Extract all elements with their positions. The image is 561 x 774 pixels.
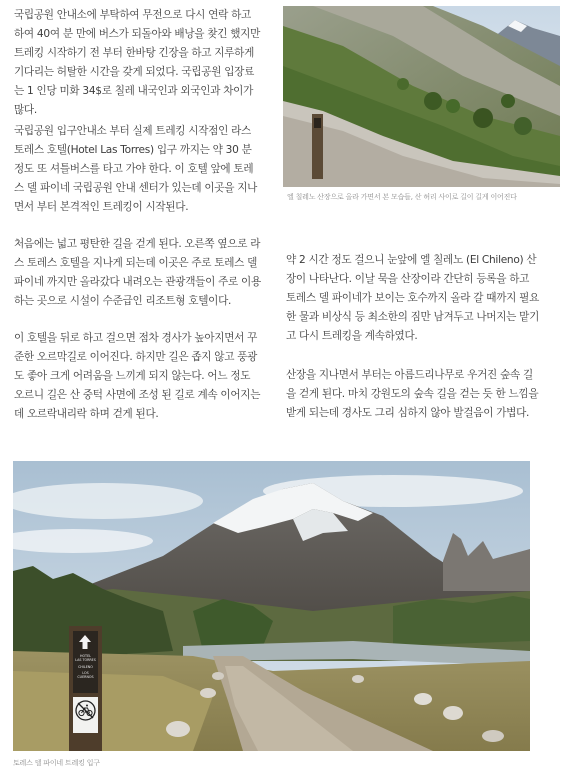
paragraph: 국립공원 입구안내소 부터 실제 트레킹 시작점인 라스 토레스 호텔(Hotel Las Torres) 입구 까지는 약 30 분 정도 또 셔틀버스를 타고 가야 한다. 이 호텔 앞에 토레스 델 파이네 국립공원 안내 센터가 있는데 이곳을 지나면서 부터 본격적인 트레킹이 시작된다. <box>14 125 258 213</box>
paragraph: 처음에는 넓고 평탄한 길을 걷게 된다. 오른쪽 옆으로 라스 토레스 호텔을 지나게 되는데 이곳은 주로 토레스 델 파이네 까지만 올라갔다 내려오는 관광객들이 주로 이용하는 곳으로 시설이 수준급인 리조트형 호텔이다. <box>14 238 261 307</box>
photo-caption: 토레스 델 파이네 트레킹 입구 <box>13 759 100 767</box>
paragraph: 약 2 시간 정도 걸으니 눈앞에 엘 칠레노 (El Chileno) 산장이 나타난다. 이날 묵을 산장이라 간단히 등록을 하고 토레스 델 파이네가 보이는 호수까지 올라 갈 때까지 필요한 물과 비상식 등 최소한의 짐만 남겨두고 나머지는 맡기고 다시 트레킹을 계속하였다. <box>286 254 540 342</box>
paragraph: 국립공원 안내소에 부탁하여 무전으로 다시 연락 하고 하여 40여 분 만에 버스가 되돌아와 배낭을 찾긴 했지만 트레킹 시작하기 전 부터 한바탕 긴장을 하고 지루하게 기다리는 허탈한 시간을 갖게 되었다. 국립공원 입장료는 1 인당 미화 34$로 칠레 내국인과 외국인과 차이가 많다. <box>14 9 261 116</box>
trail-photo <box>283 6 560 187</box>
paragraph: 산장을 지나면서 부터는 아름드리나무로 우거진 숲속 길을 걷게 된다. 마치 강원도의 숲속 길을 걷는 듯 한 느낌을 받게 되는데 경사도 그리 심하지 않아 발걸음이 가볍다. <box>286 369 539 419</box>
paragraph: 이 호텔을 뒤로 하고 걸으면 점차 경사가 높아지면서 꾸준한 오르막길로 이어진다. 하지만 길은 좁지 않고 풍광도 좋아 크게 어려움을 느끼게 되지 않는다. 어느 정도 오르니 길은 산 중턱 사면에 조성 된 길로 계속 이어지는데 오르락내리락 하며 걷게 된다. <box>14 332 261 420</box>
trailhead-photo <box>13 461 530 751</box>
bicycle-icon <box>75 700 96 721</box>
photo-caption: 엘 칠레노 산장으로 올라 가면서 본 모습들, 산 허리 사이로 길이 길게 이어진다 <box>287 193 517 201</box>
sign-text: HOTEL LAS TORRES CHILENO LOS CUERNOS <box>75 654 96 679</box>
